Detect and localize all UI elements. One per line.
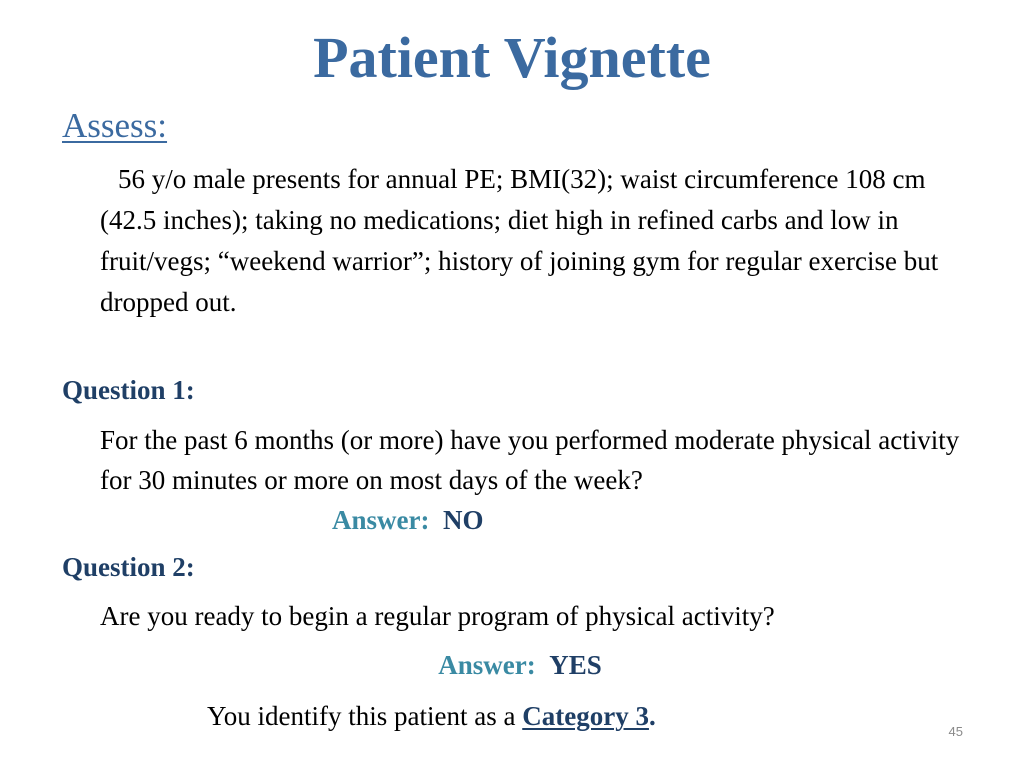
assess-paragraph: 56 y/o male presents for annual PE; BMI(32); waist circumference 108 cm (42.5 inches); taking no medications; diet high in refined carbs and low in fruit/vegs; “weekend warrior”; history of joining gym for regular exercise but dropped out. bbox=[100, 164, 939, 317]
question-2-text: Are you ready to begin a regular program of physical activity? bbox=[100, 601, 775, 631]
conclusion-prefix: You identify this patient as a bbox=[207, 701, 523, 731]
conclusion-suffix: . bbox=[648, 701, 656, 731]
page-number: 45 bbox=[948, 724, 963, 739]
slide-title: Patient Vignette bbox=[313, 25, 711, 90]
question-2-answer bbox=[0, 646, 1024, 684]
question-1-block bbox=[100, 420, 960, 540]
question-1-text: For the past 6 months (or more) have you performed moderate physical activity for 30 minutes or more on most days of the week? bbox=[100, 425, 960, 495]
category-link[interactable]: Category 3 bbox=[522, 701, 649, 731]
question-2-heading: Question 2: bbox=[62, 552, 195, 582]
question-1-answer bbox=[332, 500, 483, 540]
answer-value: NO bbox=[442, 505, 484, 535]
answer-label: Answer: bbox=[438, 650, 536, 680]
question-1-heading: Question 1: bbox=[62, 375, 195, 405]
answer-value: YES bbox=[549, 650, 602, 680]
conclusion-line bbox=[207, 697, 656, 735]
answer-label: Answer: bbox=[332, 505, 430, 535]
assess-heading: Assess: bbox=[62, 106, 168, 145]
